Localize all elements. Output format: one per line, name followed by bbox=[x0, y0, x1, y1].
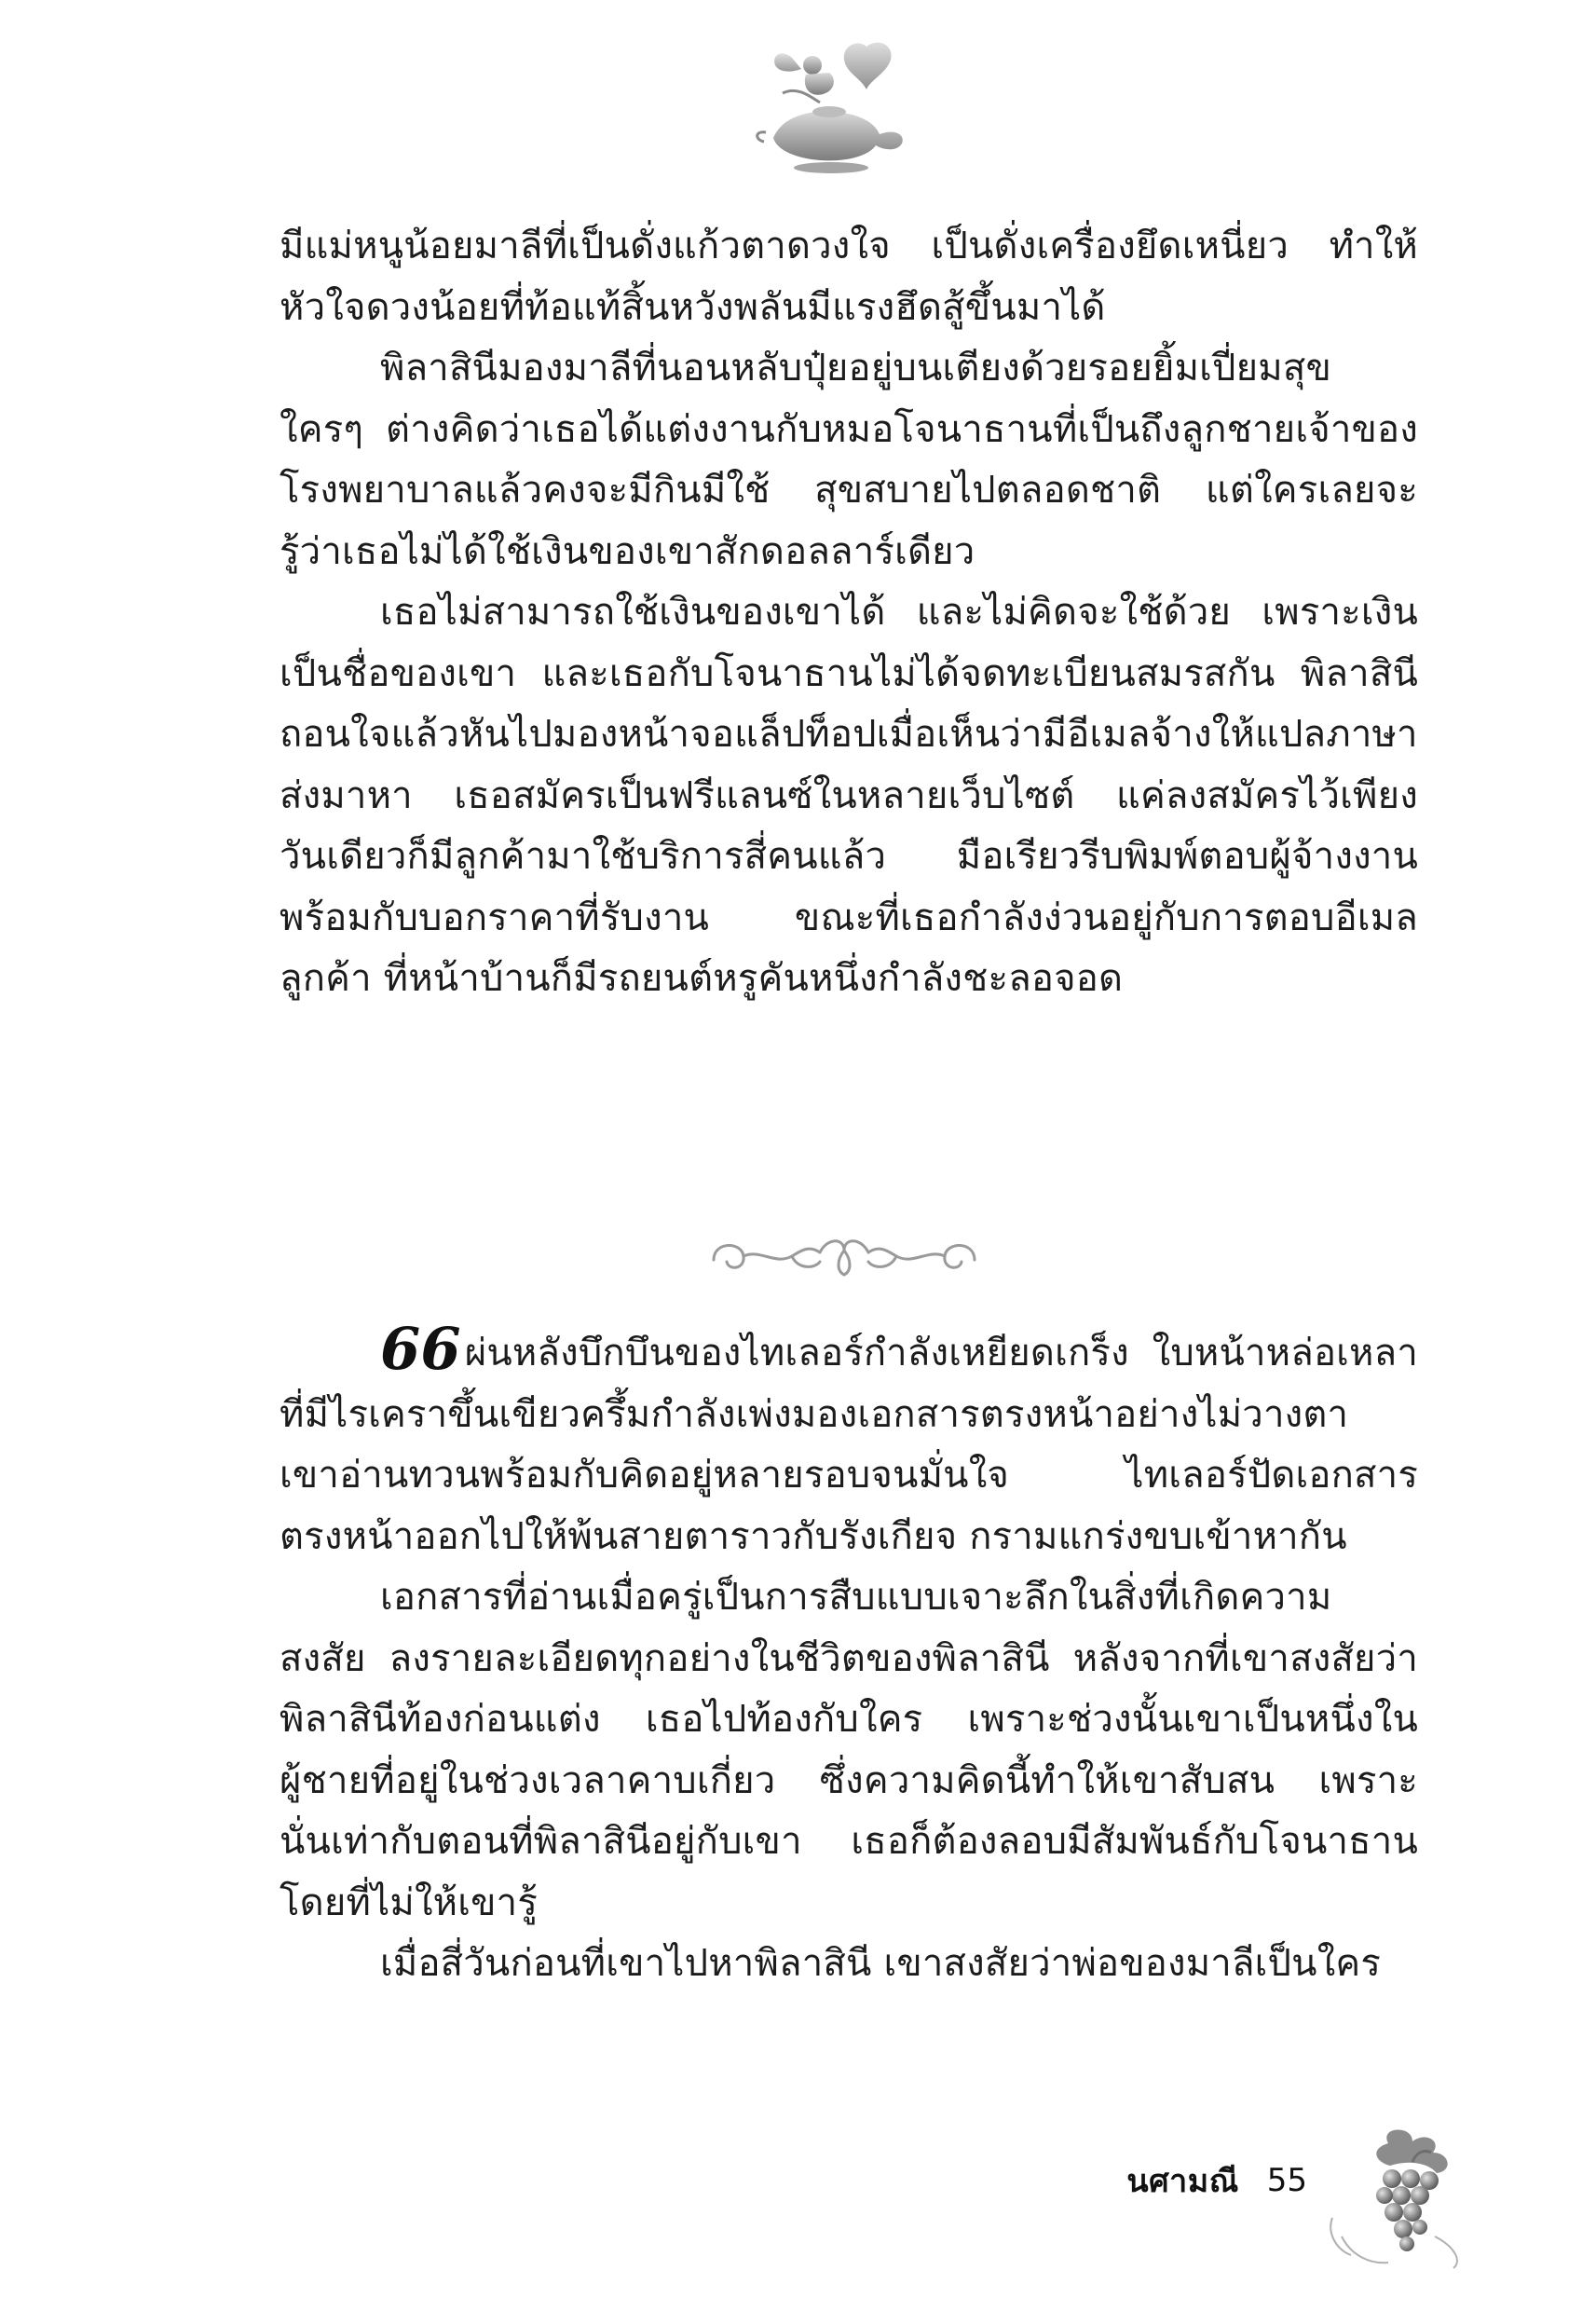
text-line: เอกสารที่อ่านเมื่อครู่เป็นการสืบแบบเจาะลึกในสิ่งที่เกิดความ bbox=[380, 1576, 1332, 1619]
text-line: พร้อมกับบอกราคาที่รับงาน ขณะที่เธอกำลังง่วนอยู่กับการตอบอีเมล bbox=[280, 896, 1418, 939]
text-line: โรงพยาบาลแล้วคงจะมีกินมีใช้ สุขสบายไปตลอดชาติ แต่ใครเลยจะ bbox=[280, 469, 1418, 512]
text-line: สงสัย ลงรายละเอียดทุกอย่างในชีวิตของพิลาสินี หลังจากที่เขาสงสัยว่า bbox=[280, 1636, 1418, 1680]
text-line: เมื่อสี่วันก่อนที่เขาไปหาพิลาสินี เขาสงสัยว่าพ่อของมาลีเป็นใคร bbox=[380, 1942, 1382, 1985]
text-line: วันเดียวก็มีลูกค้ามาใช้บริการสี่คนแล้ว มือเรียวรีบพิมพ์ตอบผู้จ้างงาน bbox=[280, 835, 1418, 878]
cupid-lamp-ornament-icon bbox=[755, 37, 913, 177]
text-line: โดยที่ไม่ให้เขารู้ bbox=[280, 1880, 539, 1924]
paragraph-block-1 bbox=[280, 216, 1418, 1010]
text-line: ใครๆ ต่างคิดว่าเธอได้แต่งงานกับหมอโจนาธานที่เป็นถึงลูกชายเจ้าของ bbox=[280, 407, 1418, 451]
text-line: เขาอ่านทวนพร้อมกับคิดอยู่หลายรอบจนมั่นใจ ไทเลอร์ปัดเอกสาร bbox=[280, 1454, 1418, 1497]
text-line: ตรงหน้าออกไปให้พ้นสายตาราวกับรังเกียจ กรามแกร่งขบเข้าหากัน bbox=[280, 1514, 1347, 1558]
text-line: เธอไม่สามารถใช้เงินของเขาได้ และไม่คิดจะใช้ด้วย เพราะเงิน bbox=[380, 591, 1418, 634]
text-line bbox=[280, 1315, 1418, 1385]
text-line: ผู้ชายที่อยู่ในช่วงเวลาคาบเกี่ยว ซึ่งความคิดนี้ทำให้เขาสับสน เพราะ bbox=[280, 1758, 1418, 1802]
text-line: พิลาสินีมองมาลีที่นอนหลับปุ๋ยอยู่บนเตียงด้วยรอยยิ้มเปี่ยมสุข bbox=[380, 347, 1331, 390]
paragraph-block-2 bbox=[280, 1315, 1418, 1995]
page-number: 55 bbox=[1266, 2162, 1307, 2199]
grape-ornament-icon bbox=[1323, 2125, 1481, 2274]
text-line-content: ผ่นหลังบึกบึนของไทเลอร์กำลังเหยียดเกร็ง ใบหน้าหล่อเหลา bbox=[464, 1332, 1418, 1374]
text-line: นั่นเท่ากับตอนที่พิลาสินีอยู่กับเขา เธอก็ต้องลอบมีสัมพันธ์กับโจนาธาน bbox=[280, 1820, 1418, 1863]
page-footer bbox=[1126, 2153, 1307, 2208]
text-line: ลูกค้า ที่หน้าบ้านก็มีรถยนต์หรูคันหนึ่งกำลังชะลอจอด bbox=[280, 957, 1124, 1000]
text-line: รู้ว่าเธอไม่ได้ใช้เงินของเขาสักดอลลาร์เดียว bbox=[280, 529, 975, 573]
text-line: มีแม่หนูน้อยมาลีที่เป็นดั่งแก้วตาดวงใจ เป็นดั่งเครื่องยึดเหนี่ยว ทำให้ bbox=[280, 225, 1418, 267]
book-title: นศามณี bbox=[1126, 2163, 1239, 2200]
text-line: พิลาสินีท้องก่อนแต่ง เธอไปท้องกับใคร เพราะช่วงนั้นเขาเป็นหนึ่งใน bbox=[280, 1698, 1418, 1741]
text-line: ส่งมาหา เธอสมัครเป็นฟรีแลนซ์ในหลายเว็บไซต์ แค่ลงสมัครไว้เพียง bbox=[280, 773, 1418, 817]
text-line: ถอนใจแล้วหันไปมองหน้าจอแล็ปท็อปเมื่อเห็นว่ามีอีเมลจ้างให้แปลภาษา bbox=[280, 713, 1418, 756]
text-line: เป็นชื่อของเขา และเธอกับโจนาธานไม่ได้จดทะเบียนสมรสกัน พิลาสินี bbox=[280, 651, 1418, 695]
text-line: ที่มีไรเคราขึ้นเขียวครึ้มกำลังเพ่งมองเอกสารตรงหน้าอย่างไม่วางตา bbox=[280, 1392, 1349, 1436]
quote-mark: 66 bbox=[380, 1315, 461, 1383]
scroll-divider-ornament-icon bbox=[704, 1228, 984, 1284]
text-line: หัวใจดวงน้อยที่ท้อแท้สิ้นหวังพลันมีแรงฮึดสู้ขึ้นมาได้ bbox=[280, 285, 1106, 329]
